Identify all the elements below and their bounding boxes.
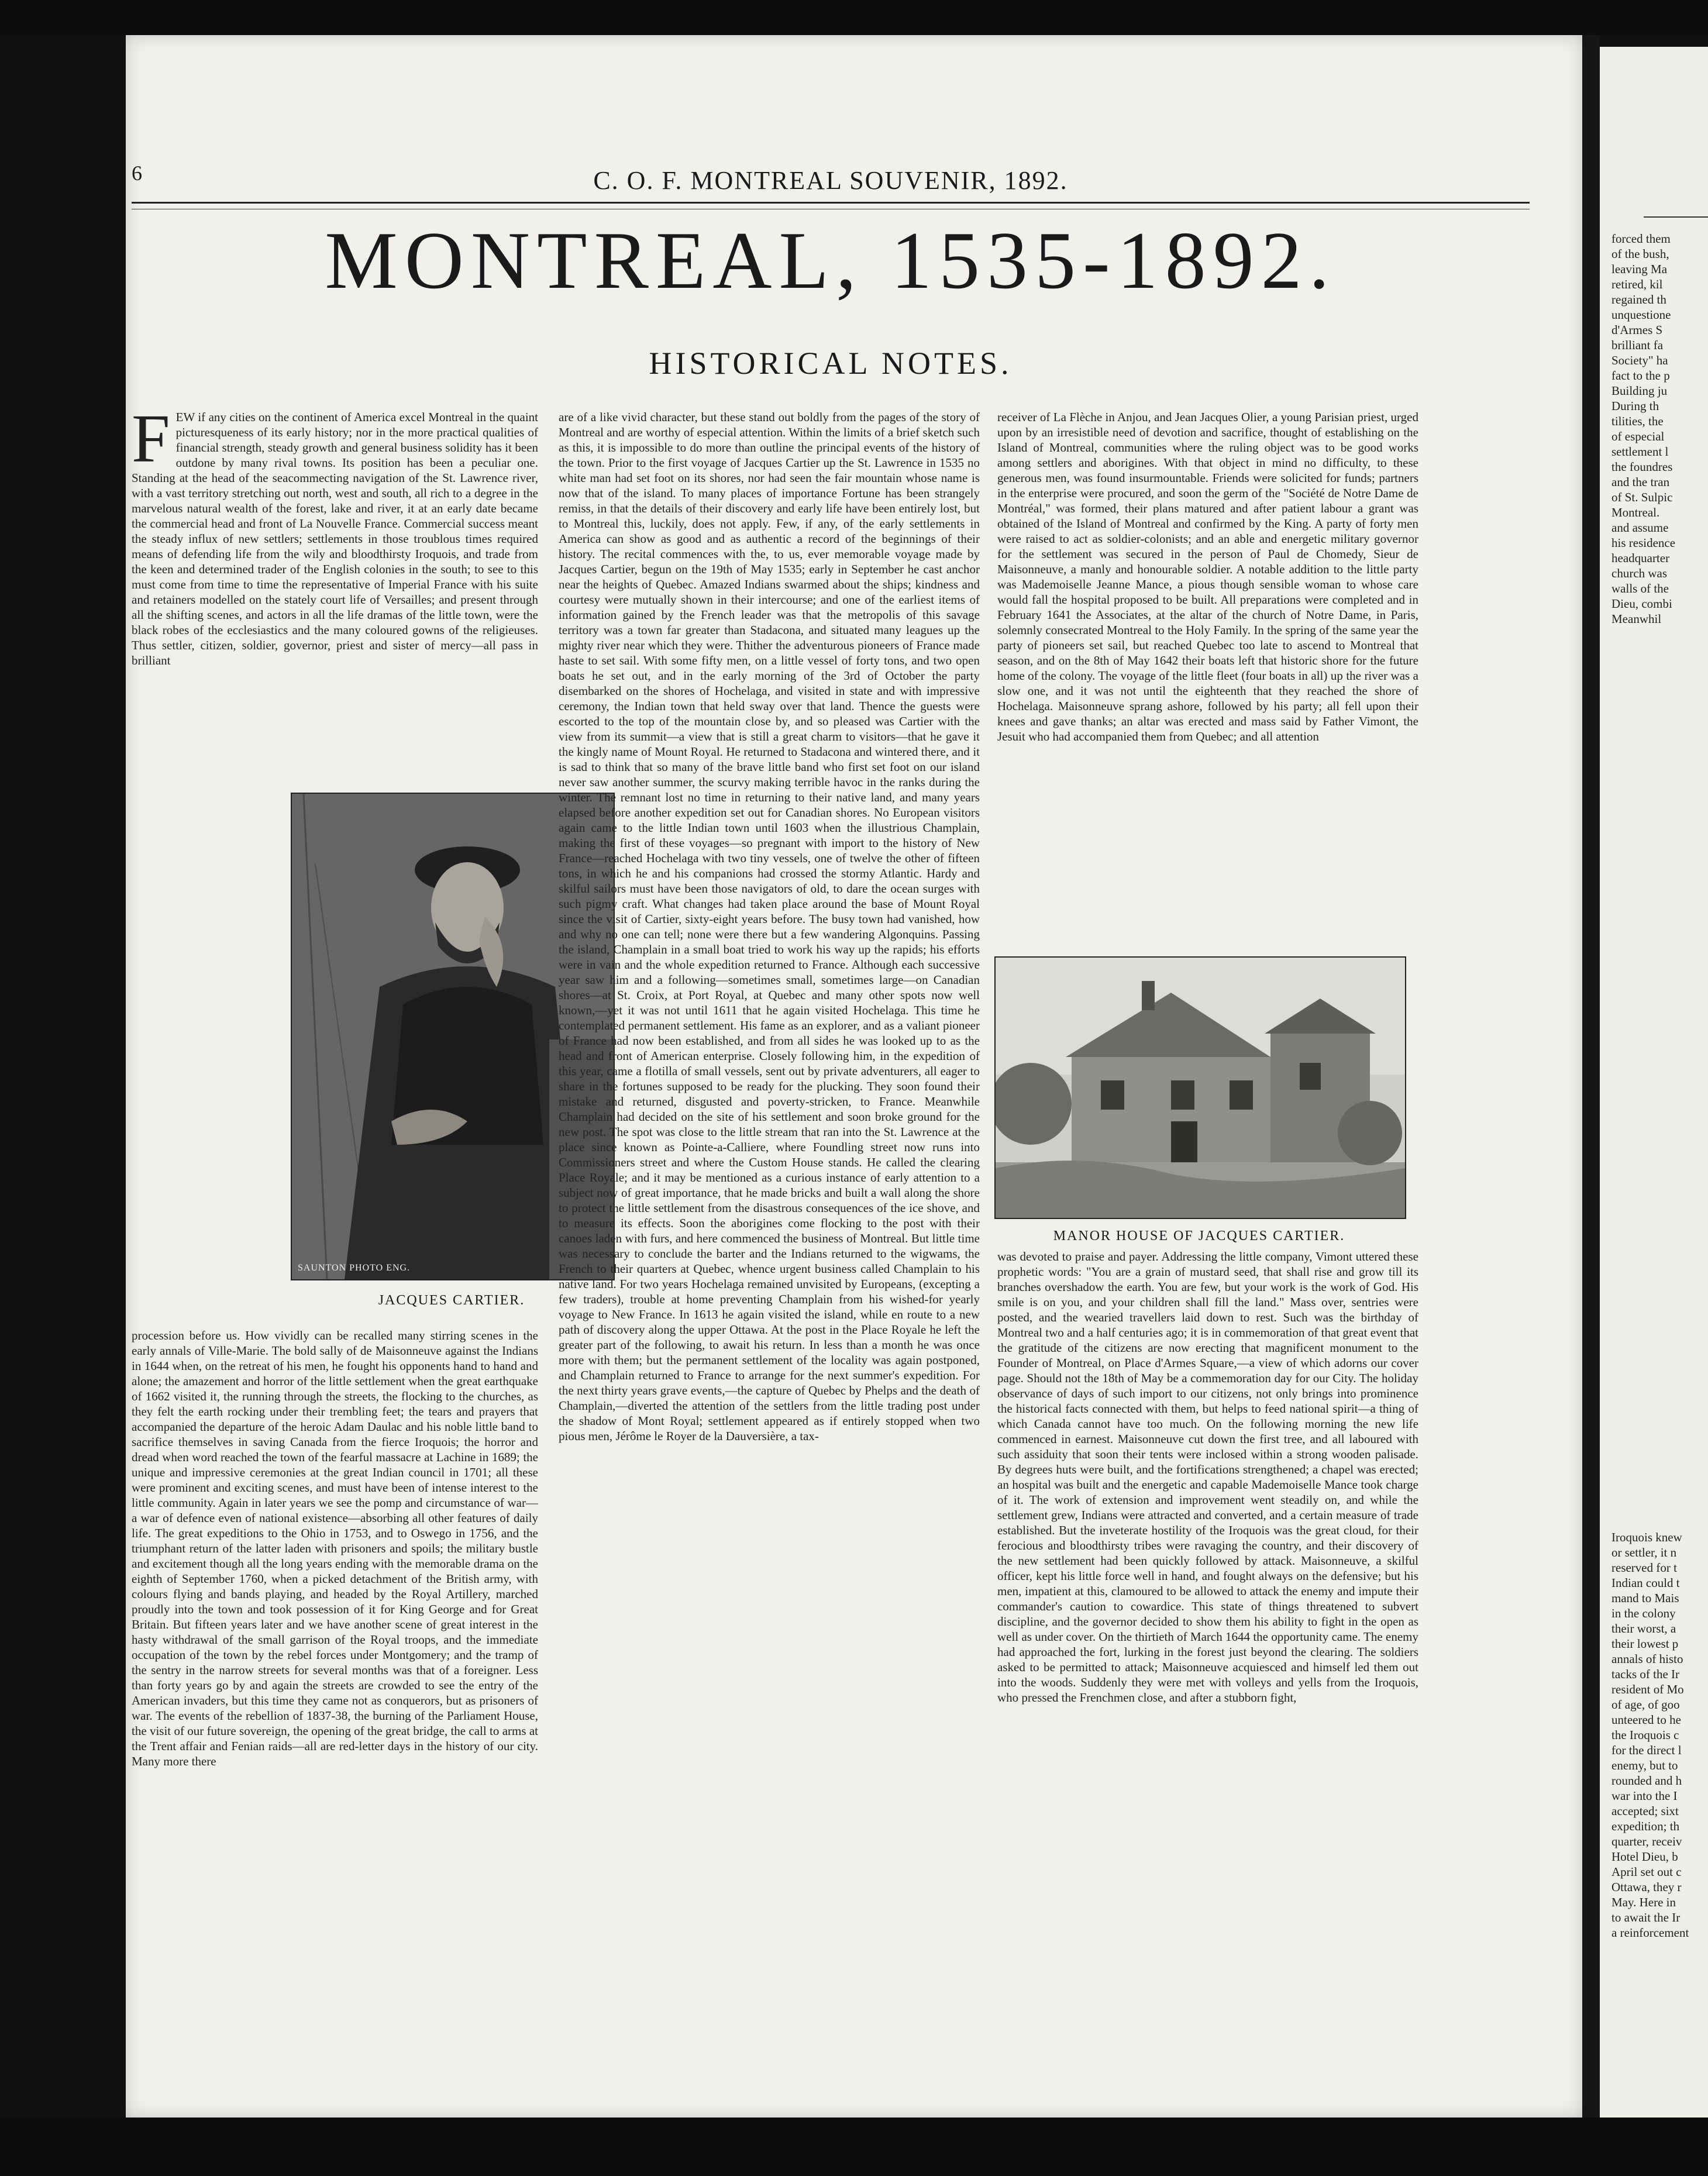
next-page-line: for the direct l xyxy=(1611,1743,1682,1757)
next-page-line: annals of histo xyxy=(1611,1652,1683,1666)
column-1-top-text: EW if any cities on the continent of America excel Montreal in the quaint picturesqueness of its early history; nor in the more practical qualities of financial strength, steady growth and general business solidity has it been outdone by many rival towns. Its position has been a peculiar one. Standing at the head of the seacommecting navigation of the St. Lawrence river, with a vast territory stretching out north, west and south, all rich to a degree in the marvelous natural wealth of the forest, lake and river, it at an early date became the commercial head and front of La Nouvelle France. Commercial success meant the steady influx of new settlers; settlements in those troublous times required means of defending life from the wily and bloodthirsty Iroquois, and trade from the keen and determined trader of the English colonies in the south; to see to this must come from time to time the representative of Imperial France with his suite and retainers modelled on the stately court life of Versailles; and present through all the shifting scenes, and actors in all the life dramas of the little town, were the black robes of the ecclesiastics and the many coloured gowns of the religieuses. Thus settler, citizen, soldier, governor, priest and sister of mercy—all pass in brilliant xyxy=(132,410,538,667)
next-page-line: tilities, the xyxy=(1611,414,1664,428)
page-number: 6 xyxy=(132,161,142,185)
column-3-bottom-text: was devoted to praise and payer. Addressing the little company, Vimont uttered these prophetic words: "You are a grain of mustard seed, that shall rise and grow till its branches overshadow the earth. You are few, but your work is the work of God. His smile is on you, and your children shall fill the land." Mass over, sentries were posted, and the wearied travellers laid down to rest. Such was the birthday of Montreal two and a half centuries ago; it is in commemoration of that great event that the gratitude of the citizens are now erecting that magnificent monument to the Founder of Montreal, on Place d'Armes Square,—a view of which adorns our cover page. Should not the 18th of May be a commemoration day for our City. The holiday observance of days of such import to our citizens, not only brings into prominence the historical facts connected with them, but helps to feed national spirit—a thing of which Canada cannot have too much. On the following morning the new life commenced in earnest. Maisonneuve cut down the first tree, and all laboured with such assiduity that soon their tents were inclosed within a strong wooden palisade. By degrees huts were built, and the fortifications strengthened; a chapel was erected; an hospital was built and the energetic and capable Mademoiselle Mance took charge of it. The work of extension and improvement went steadily on, and while the settlement grew, Indians were attracted and converted, and a certain measure of trade established. But the inveterate hostility of the Iroquois was the great cloud, for their ferocious and bloodthirsty tribes were ravaging the country, and their discovery of the new settlement had been quickly followed by attack. Maisonneuve, a skilful officer, kept his little force well in hand, and fought always on the defensive; but his men, impatient at this, clamoured to be allowed to attack the enemy and impute their commander's caution to cowardice. This state of things threatened to subvert discipline, and the governor decided to show them his ability to fight in the open as well as under cover. On the thirtieth of March 1644 the opportunity came. The enemy had approached the fort, lurking in the forest just beyond the clearing. The soldiers asked to be permitted to attack; Maisonneuve acquiesced and himself led them out into the woods. Suddenly they were met with volleys and yells from the Iroquois, who pressed the Frenchmen close, and after a stubborn fight, xyxy=(997,1249,1418,1705)
next-page-line: Iroquois knew xyxy=(1611,1530,1682,1544)
next-page-line: headquarter xyxy=(1611,551,1670,565)
article-title: MONTREAL, 1535-1892. xyxy=(325,215,1337,306)
manor-caption: MANOR HOUSE OF JACQUES CARTIER. xyxy=(1053,1228,1345,1244)
next-page-line: retired, kil xyxy=(1611,277,1663,291)
next-page-line: of age, of goo xyxy=(1611,1698,1680,1712)
portrait-caption: JACQUES CARTIER. xyxy=(378,1293,525,1308)
column-1-bottom xyxy=(132,1328,538,2036)
next-page-line: regained th xyxy=(1611,292,1666,307)
next-page-line: in the colony xyxy=(1611,1606,1676,1620)
next-page-line: resident of Mo xyxy=(1611,1682,1684,1696)
next-page-line: Society" ha xyxy=(1611,353,1668,367)
next-page-line: settlement l xyxy=(1611,445,1669,459)
next-page-line: war into the I xyxy=(1611,1789,1678,1803)
next-page-line: to await the Ir xyxy=(1611,1910,1681,1924)
next-page-line: reserved for t xyxy=(1611,1561,1677,1575)
next-page-line: their worst, a xyxy=(1611,1621,1676,1636)
next-page-line: During th xyxy=(1611,399,1659,413)
next-page-column-bottom xyxy=(1611,1530,1708,2056)
next-page-line: Meanwhil xyxy=(1611,612,1662,626)
column-3-top xyxy=(997,409,1418,942)
next-page-line: accepted; sixt xyxy=(1611,1804,1679,1818)
next-page-line: his residence xyxy=(1611,536,1676,550)
next-page-line: quarter, receiv xyxy=(1611,1834,1682,1848)
next-page-line: a reinforcement xyxy=(1611,1926,1689,1940)
next-page-line: unteered to he xyxy=(1611,1713,1681,1727)
article-subtitle: HISTORICAL NOTES. xyxy=(649,346,1013,381)
next-page-line: expedition; th xyxy=(1611,1819,1680,1833)
column-3-bottom xyxy=(997,1249,1418,2036)
next-page-line: forced them xyxy=(1611,232,1671,246)
next-page-line: rounded and h xyxy=(1611,1774,1682,1788)
manor-house-illustration xyxy=(994,956,1406,1219)
column-1-top xyxy=(132,409,538,772)
next-page-line: d'Armes S xyxy=(1611,323,1663,337)
next-page-line: or settler, it n xyxy=(1611,1545,1677,1559)
next-page-line: leaving Ma xyxy=(1611,262,1668,276)
microfilm-border-top xyxy=(0,0,1708,35)
next-page-line: of the bush, xyxy=(1611,247,1669,261)
next-page-line: brilliant fa xyxy=(1611,338,1664,352)
next-page-line: church was xyxy=(1611,566,1668,580)
next-page-line: Building ju xyxy=(1611,384,1668,398)
next-page-line: Hotel Dieu, b xyxy=(1611,1850,1678,1864)
column-3-top-text: receiver of La Flèche in Anjou, and Jean Jacques Olier, a young Parisian priest, urged upon by an irresistible need of devotion and sacrifice, thought of establishing on the Island of Montreal, communities where the ruling object was to be good works among settlers and aborigines. With that object in mind no difficulty, to these generous men, was found insurmountable. Friends were solicited for funds; partners in the enterprise were procured, and soon the germ of the "Société de Notre Dame de Montréal," was formed, their plans matured and after patient labour a grant was obtained of the Island of Montreal and confirmed by the King. A party of forty men were raised to act as soldier-colonists; and an able and energetic military governor for the settlement was secured in the person of Paul de Chomedy, Sieur de Maisonneuve, a manly and honourable soldier. A notable addition to the little party was Mademoiselle Jeanne Mance, a pious though sensible woman to whose care would fall the hospital proposed to be built. All preparations were completed and in February 1641 the Associates, at the altar of the church of Notre Dame, in Paris, solemnly consecrated Montreal to the Holy Family. In the spring of the same year the party of pioneers set sail, but reached Quebec too late to ascend to Montreal that season, and on the 8th of May 1642 their boats left that historic shore for the future home of the colony. The voyage of the little fleet (four boats in all) up the river was a slow one, and it was not until the eighteenth that they reached the shore of Hochelaga. Maisonneuve sprang ashore, followed by his party; all fell upon their knees and gave thanks; an altar was erected and mass said by Father Vimont, the Jesuit who had accompanied them from Quebec; and all attention xyxy=(997,410,1418,743)
next-page-line: the foundres xyxy=(1611,460,1673,474)
drop-cap: F xyxy=(132,409,170,477)
next-page-line: their lowest p xyxy=(1611,1637,1679,1651)
running-head: C. O. F. MONTREAL SOUVENIR, 1892. xyxy=(593,166,1068,195)
column-2-text: are of a like vivid character, but these stand out boldly from the pages of the story of Montreal and are worthy of especial attention. Within the limits of a brief sketch such as this, it is impossible to do more than outline the principal events of the history of the town. Prior to the first voyage of Jacques Cartier up the St. Lawrence in 1535 no white man had set foot on its shores, nor had seen the fair mountain whose name is now that of the island. To many places of importance Fortune has been strangely remiss, in that the details of their discovery and early life have been entirely lost, but to Montreal this, luckily, does not apply. Few, if any, of the early settlements in America can show as good and as authentic a record of the beginnings of their history. The recital commences with the, to us, ever memorable voyage made by Jacques Cartier, begun on the 19th of May 1535; early in September he cast anchor near the heights of Quebec. Amazed Indians swarmed about the ships; kindness and courtesy were mutually shown in their intercourse; and one of the earliest items of information gained by the French leader was that the metropolis of this savage territory was a town far greater than Stadacona, and situated many leagues up the mighty river near which they were. Thither the adventurous pioneers of France made haste to set sail. With some fifty men, on a little vessel of forty tons, and two open boats he set out, and in the early morning of the 3rd of October the party disembarked on the shores of Hochelaga, and visited in state and with impressive ceremony, the Indian town that held sway over that land. Thence the guests were escorted to the top of the mountain close by, and so pleased was Cartier with the view from its summit—a view that is still a great charm to visitors—that he gave it the kingly name of Mount Royal. He returned to Stadacona and wintered there, and it is sad to think that so many of the brave little band who first set foot on our island never saw another summer, the scurvy making terrible havoc in the ranks during the winter. The remnant lost no time in returning to their native land, and many years elapsed before another expedition set out for Canadian shores. No European visitors again came to the little Indian town until 1603 when the illustrious Champlain, making the first of these voyages—so pregnant with import to the history of New France—reached Hochelaga with two tiny vessels, one of twelve the other of fifteen tons, in which he and his companions had crossed the stormy Atlantic. Hardy and skilful sailors must have been those navigators of old, to dare the ocean surges with such pigmy craft. What changes had taken place around the base of Mount Royal since the visit of Cartier, sixty-eight years before. The busy town had vanished, how and why no one can tell; none were there but a few wandering Algonquins. Passing the island, Champlain in a small boat tried to work his way up the rapids; his efforts were in vain and the whole expedition returned to France. Although each successive year saw him and a following—sometimes small, sometimes large—on Canadian shores—at St. Croix, at Port Royal, at Quebec and many other spots now well known,—yet it was not until 1611 that he again visited Hochelaga. This time he contemplated permanent settlement. His fame as an explorer, and as a valiant pioneer of France had now been established, and from all sides he was looked up to as the head and front of American enterprise. Closely following him, in the expedition of this year, came a flotilla of small vessels, sent out by private adventurers, all eager to share in the fortunes supposed to be ready for the plucking. They soon found their mistake and returned, disgusted and poverty-stricken, to France. Meanwhile Champlain had decided on the site of his settlement and soon broke ground for the new post. The spot was close to the little stream that ran into the St. Lawrence at the place since known as Pointe-a-Calliere, where Foundling street now runs into Commissioners street and where the Custom House stands. He called the clearing Place Royale; and it may be mentioned as a curious instance of early attention to a subject now of great importance, that he made bricks and built a wall along the shore to protect the little settlement from the disastrous consequences of the ice shove, and to measure its effects. Soon the aborigines come flocking to the post with their canoes laden with furs, and here commenced the business of Montreal. But little time was necessary to conclude the barter and the Indians returned to the wigwams, the French to their quarters at Quebec, whence urgent business called Champlain to his native land. For two years Hochelaga remained unvisited by Europeans, (excepting a few traders), trouble at home preventing Champlain from his wished-for yearly voyage to New France. In 1613 he again visited the island, while en route to a new path of discovery along the upper Ottawa. At the post in the Place Royale he left the greater part of the following, to await his return. In less than a month he was once more with them; but the permanent settlement of the locality was again postponed, and Champlain returned to France to arrange for the next summer's expedition. For the next thirty years grave events,—the capture of Quebec by Phelps and the death of Champlain,—diverted the attention of the settlers from the little trading post under the shadow of Mont Royal; settlement appeared as if entirely stopped when two pious men, Jérôme le Royer de la Dauversière, a tax- xyxy=(559,410,980,1443)
next-page-line: and assume xyxy=(1611,521,1669,535)
engraver-credit: SAUNTON PHOTO ENG. xyxy=(298,1263,411,1273)
next-page-line: tacks of the Ir xyxy=(1611,1667,1680,1681)
next-page-line: Ottawa, they r xyxy=(1611,1880,1682,1894)
column-1-bottom-text: procession before us. How vividly can be recalled many stirring scenes in the early annals of Ville-Marie. The bold sally of de Maisonneuve against the Indians in 1644 when, on the retreat of his men, he fought his opponents hand to hand and alone; the amazement and horror of the little settlement when the great earthquake of 1662 visited it, the running through the streets, the flocking to the churches, as they felt the earth rocking under their trembling feet; the tears and prayers that accompanied the departure of the heroic Adam Daulac and his noble little band to sacrifice themselves in saving Canada from the fierce Iroquois; the horror and dread when word reached the town of the fearful massacre at Lachine in 1689; the unique and impressive ceremonies at the great Indian council in 1701; all these were prominent and exciting scenes, and must have been of intense interest to the little community. Again in later years we see the pomp and circumstance of war—a war of defence even of national existence—absorbing all other features of daily life. The great expeditions to the Ohio in 1753, and to Oswego in 1756, and the triumphant return of the latter laden with prisoners and spoils; the military bustle and excitement though all the long years ending with the memorable drama on the eighth of September 1760, when a picked detachment of the British army, with colours flying and bands playing, and headed by the Royal Artillery, marched proudly into the town and took possession of it for King George and for Great Britain. But fifteen years later and we have another scene of great interest in the hasty withdrawal of the small garrison of the Royal troops, and the immediate occupation of the town by the rebel forces under Montgomery; and the tramp of the sentry in the narrow streets for several months was that of a foreigner. Less than forty years go by and again the streets are crowded to see the entry of the American invaders, but this time they came not as conquerors, but as prisoners of war. The events of the rebellion of 1837-38, the burning of the Parliament House, the visit of our future sovereign, the opening of the great bridge, the call to arms at the Trent affair and Fenian raids—all are red-letter days in the history of our city. Many more there xyxy=(132,1328,538,1768)
next-page-line: mand to Mais xyxy=(1611,1591,1679,1605)
next-page-line: fact to the p xyxy=(1611,369,1670,383)
microfilm-border-bottom xyxy=(0,2118,1708,2176)
next-page-line: walls of the xyxy=(1611,581,1669,595)
manor-house-engraving xyxy=(996,958,1405,1218)
next-page-line: the Iroquois c xyxy=(1611,1728,1679,1742)
next-page-line: and the tran xyxy=(1611,475,1670,489)
next-page-line: Dieu, combi xyxy=(1611,597,1672,611)
header-rule-thick xyxy=(132,202,1530,204)
next-page-line: Indian could t xyxy=(1611,1576,1680,1590)
next-page-column-top xyxy=(1611,231,1708,641)
next-page-line: enemy, but to xyxy=(1611,1758,1678,1772)
next-page-line: of St. Sulpic xyxy=(1611,490,1673,504)
next-page-line: May. Here in xyxy=(1611,1895,1676,1909)
next-page-line: April set out c xyxy=(1611,1865,1682,1879)
next-page-line: unquestione xyxy=(1611,308,1671,322)
next-page-header-rule xyxy=(1644,216,1708,218)
column-2 xyxy=(559,409,980,2036)
next-page-line: of especial xyxy=(1611,429,1665,443)
page-gutter xyxy=(1582,35,1600,2118)
next-page-line: Montreal. xyxy=(1611,505,1660,519)
